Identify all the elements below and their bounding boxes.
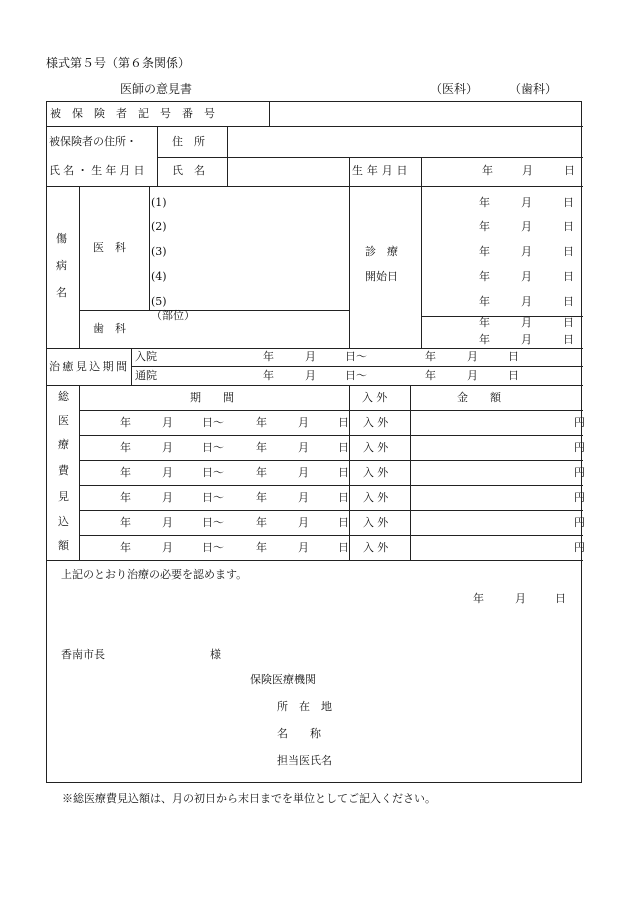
cost-row[interactable] (80, 486, 585, 510)
start-date-label-1: 診 療 (365, 245, 398, 258)
cost-row-to-year: 年 (256, 541, 267, 554)
injury-item-2[interactable]: (2) (151, 220, 167, 233)
amount-header: 金 額 (457, 391, 501, 404)
declaration-text: 上記のとおり治療の必要を認めます。 (61, 568, 248, 581)
dental-label: 歯 科 (93, 322, 126, 335)
start-d2: 日 (563, 220, 574, 233)
outpatient-period-row[interactable] (132, 367, 582, 384)
cost-row-yen: 円 (574, 466, 585, 479)
start-m5: 月 (521, 295, 532, 308)
cost-row-from-year: 年 (120, 491, 131, 504)
cost-row-yen: 円 (574, 416, 585, 429)
cost-row-from-year: 年 (120, 441, 131, 454)
ymd-day: 日 (564, 164, 575, 177)
address-name-label-line1: 被保険者の住所・ (49, 135, 137, 148)
doctor-name-label: 担当医氏名 (277, 754, 332, 767)
out-m1: 月 (305, 369, 316, 382)
outpatient-label: 通院 (135, 369, 157, 382)
start-m4: 月 (521, 270, 532, 283)
cost-row-from-year: 年 (120, 416, 131, 429)
out-y2: 年 (425, 369, 436, 382)
cost-row-tilde: 日～ (202, 441, 224, 454)
start-m1: 月 (521, 196, 532, 209)
cost-row-to-day: 日 (338, 466, 349, 479)
injury-item-5[interactable]: (5) (151, 295, 167, 308)
institution-label: 保険医療機関 (250, 673, 316, 686)
cost-row-from-month: 月 (162, 541, 173, 554)
injury-label-3: 名 (56, 286, 67, 299)
tag-medical: （医科） (430, 82, 479, 96)
start-date-label-2: 開始日 (365, 270, 398, 283)
start-m7: 月 (521, 333, 532, 346)
cost-row-tilde: 日～ (202, 466, 224, 479)
cost-row-to-month: 月 (298, 416, 309, 429)
cost-row-from-year: 年 (120, 516, 131, 529)
cost-row-to-day: 日 (338, 491, 349, 504)
start-y2: 年 (479, 220, 490, 233)
period-header: 期 間 (190, 391, 234, 404)
cost-row[interactable] (80, 461, 585, 485)
out-tilde: 日～ (345, 369, 367, 382)
inpatient-label: 入院 (135, 350, 157, 363)
start-y1: 年 (479, 196, 490, 209)
start-y3: 年 (479, 245, 490, 258)
out-m2: 月 (467, 369, 478, 382)
medical-label: 医 科 (93, 241, 126, 254)
declaration-date[interactable] (467, 592, 577, 608)
start-d5: 日 (563, 295, 574, 308)
sama: 様 (210, 648, 221, 661)
cost-row-tilde: 日～ (202, 416, 224, 429)
cost-row-inout: 入外 (363, 441, 392, 454)
start-d1: 日 (563, 196, 574, 209)
cost-label-2: 医 (58, 414, 69, 427)
cost-row-from-month: 月 (162, 416, 173, 429)
start-m2: 月 (521, 220, 532, 233)
inp-tilde: 日～ (345, 350, 367, 363)
cost-row-inout: 入外 (363, 541, 392, 554)
cost-row-yen: 円 (574, 516, 585, 529)
cost-row-inout: 入外 (363, 491, 392, 504)
start-m3: 月 (521, 245, 532, 258)
cost-label-1: 総 (58, 390, 69, 403)
inp-y1: 年 (263, 350, 274, 363)
cost-row-from-month: 月 (162, 516, 173, 529)
cost-row-from-month: 月 (162, 491, 173, 504)
inp-m2: 月 (467, 350, 478, 363)
out-d2: 日 (508, 369, 519, 382)
cost-label-7: 額 (58, 539, 69, 552)
injury-label-2: 病 (56, 259, 67, 272)
cost-row-from-year: 年 (120, 466, 131, 479)
cost-row-to-year: 年 (256, 416, 267, 429)
opinion-form (46, 101, 585, 783)
cost-row-to-month: 月 (298, 441, 309, 454)
cost-row[interactable] (80, 536, 585, 560)
inp-m1: 月 (305, 350, 316, 363)
cost-row-to-year: 年 (256, 516, 267, 529)
name-label: 氏 名 (172, 164, 205, 177)
cost-row-to-month: 月 (298, 491, 309, 504)
decl-y: 年 (473, 592, 484, 605)
start-y6: 年 (479, 316, 490, 329)
start-d6: 日 (563, 316, 574, 329)
injury-item-4[interactable]: (4) (151, 270, 167, 283)
tag-dental: （歯科） (509, 82, 558, 96)
cost-row-from-year: 年 (120, 541, 131, 554)
form-title: 医師の意見書 (120, 82, 193, 96)
cost-row-inout: 入外 (363, 416, 392, 429)
inpatient-period-row[interactable] (132, 349, 582, 366)
inp-d2: 日 (508, 350, 519, 363)
cost-row-inout: 入外 (363, 466, 392, 479)
cost-row-to-day: 日 (338, 516, 349, 529)
injury-label-1: 傷 (56, 232, 67, 245)
start-y4: 年 (479, 270, 490, 283)
cost-row-yen: 円 (574, 441, 585, 454)
birth-date-field[interactable] (422, 158, 582, 185)
start-d4: 日 (563, 270, 574, 283)
injury-item-3[interactable]: (3) (151, 245, 167, 258)
injury-item-1[interactable]: (1) (151, 196, 167, 209)
cost-row-to-day: 日 (338, 416, 349, 429)
cost-row-to-year: 年 (256, 466, 267, 479)
cost-row-tilde: 日～ (202, 541, 224, 554)
inp-y2: 年 (425, 350, 436, 363)
address-field[interactable] (228, 127, 581, 156)
start-y5: 年 (479, 295, 490, 308)
institution-name-label: 名 称 (277, 727, 321, 740)
cost-row-to-day: 日 (338, 441, 349, 454)
insured-number-label: 被 保 険 者 記 号 番 号 (50, 107, 215, 120)
cost-row-tilde: 日～ (202, 491, 224, 504)
cost-row-to-month: 月 (298, 466, 309, 479)
cost-label-6: 込 (58, 515, 69, 528)
start-y7: 年 (479, 333, 490, 346)
insured-number-field[interactable] (270, 103, 581, 125)
inout-header: 入外 (362, 391, 391, 404)
ymd-year: 年 (482, 164, 493, 177)
cost-row-to-month: 月 (298, 541, 309, 554)
start-d3: 日 (563, 245, 574, 258)
location-label: 所 在 地 (277, 700, 332, 713)
cost-row-to-month: 月 (298, 516, 309, 529)
cost-label-3: 療 (58, 438, 69, 451)
cost-row-yen: 円 (574, 541, 585, 554)
birth-date-label: 生年月日 (352, 164, 412, 177)
decl-d: 日 (555, 592, 566, 605)
start-m6: 月 (521, 316, 532, 329)
cost-row-to-day: 日 (338, 541, 349, 554)
cost-row-yen: 円 (574, 491, 585, 504)
footnote: ※総医療費見込額は、月の初日から末日までを単位としてご記入ください。 (62, 792, 436, 805)
decl-m: 月 (515, 592, 526, 605)
site-label[interactable]: （部位） (151, 309, 195, 322)
form-number: 様式第５号（第６条関係） (46, 56, 191, 70)
addressee: 香南市長 (61, 648, 105, 661)
cost-row-inout: 入外 (363, 516, 392, 529)
address-label: 住 所 (172, 135, 205, 148)
cost-row-to-year: 年 (256, 441, 267, 454)
name-field[interactable] (228, 158, 348, 185)
cost-label-5: 見 (58, 490, 69, 503)
out-y1: 年 (263, 369, 274, 382)
cost-row[interactable] (80, 436, 585, 460)
cost-label-4: 費 (58, 464, 69, 477)
address-name-label-line2: 氏名・生年月日 (49, 164, 148, 177)
cost-row-from-month: 月 (162, 441, 173, 454)
cost-row-tilde: 日～ (202, 516, 224, 529)
cost-row-to-year: 年 (256, 491, 267, 504)
cost-row-from-month: 月 (162, 466, 173, 479)
cost-row[interactable] (80, 511, 585, 535)
start-d7: 日 (563, 333, 574, 346)
cost-row[interactable] (80, 411, 585, 435)
ymd-month: 月 (522, 164, 533, 177)
treatment-period-label: 治癒見込期間 (49, 360, 130, 373)
